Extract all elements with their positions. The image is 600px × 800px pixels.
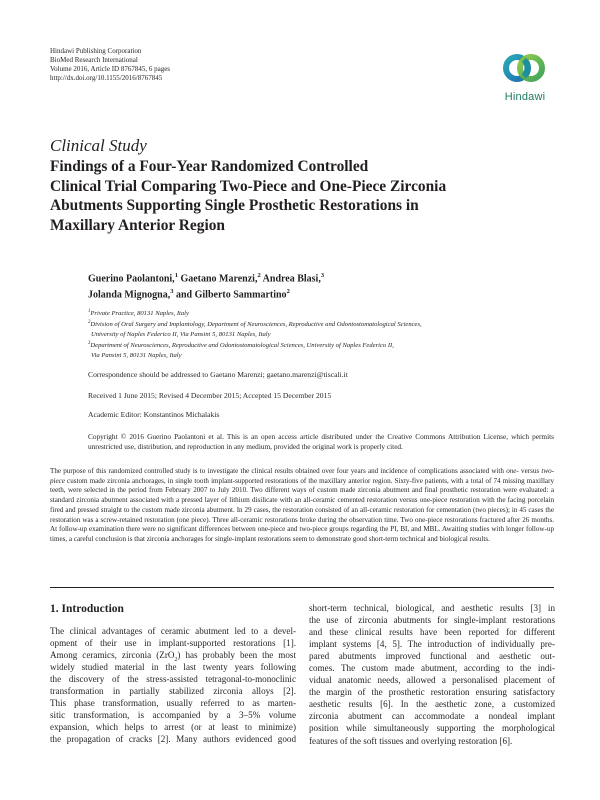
affiliation-3-cont: Via Pansini 5, 80131 Naples, Italy: [91, 351, 182, 359]
text-line: the use of zirconia abutments for single-implant restorations: [309, 615, 555, 626]
author-list: [88, 269, 528, 302]
text-line: implant systems [4, 5]. The introduction of individually pre-: [309, 639, 555, 650]
text-line: and these clinical results have been reported for different: [309, 627, 555, 638]
doi-link[interactable]: http://dx.doi.org/10.1155/2016/8767845: [50, 74, 163, 82]
title-line: Findings of a Four-Year Randomized Controlled: [50, 158, 369, 175]
affiliation-mark: 3: [320, 272, 325, 279]
article-dates: Received 1 June 2015; Revised 4 December 2015; Accepted 15 December 2015: [88, 391, 332, 400]
title-line: Maxillary Anterior Region: [50, 216, 225, 234]
text-line: This phase transformation, usually referred to as marten-: [50, 698, 296, 709]
text-line: aesthetic results [6]. In the aesthetic zone, a customized: [309, 699, 555, 710]
article-title: [50, 157, 560, 235]
text-line: widely studied material in the last twenty years following: [50, 662, 296, 673]
text-line: opment of their use in implant-supported restorations [1].: [50, 638, 296, 649]
text-line: short-term technical, biological, and aesthetic results [3] in: [309, 603, 555, 613]
text-line: sitic transformation, is accompanied by a 3–5% volume: [50, 710, 296, 721]
journal-name: BioMed Research International: [50, 56, 138, 64]
copyright-notice: Copyright © 2016 Guerino Paolantoni et al. This is an open access article distributed under the Creative Commons Attribution License, which permits unrestricted use, distribution, and reproduction in any medium, provided the original work is properly cited.: [88, 432, 554, 451]
text-line: transformation in partially stabilized zirconia alloys [2].: [50, 686, 296, 697]
text-line: vidual anatomic needs, allowed a personalised placement of: [309, 675, 555, 686]
text-line: position while simultaneously supporting the morphological: [309, 723, 555, 734]
correspondence: Correspondence should be addressed to Gaetano Marenzi; gaetano.marenzi@tiscali.it: [88, 370, 348, 379]
author-name[interactable]: Gaetano Marenzi,: [177, 273, 258, 285]
text-line: comes. The custom made abutment, according to the indi-: [309, 663, 555, 674]
text-line: the propagation of cracks [2]. Many authors evidenced good: [50, 734, 296, 745]
text-line: the discovery of the stress-assisted tetragonal-to-monoclinic: [50, 674, 296, 685]
author-name[interactable]: Andrea Blasi,: [260, 273, 321, 285]
affiliation-2: $^2$Division of Oral Surgery and Implantology, Department of Neurosciences, Reproductive and Odontostomatological Sciences,: [88, 320, 422, 329]
article-type: Clinical Study: [50, 136, 147, 155]
affiliation-mark: 3: [170, 288, 174, 296]
author-name[interactable]: Guerino Paolantoni,: [88, 273, 175, 285]
publisher-name: Hindawi Publishing Corporation: [50, 47, 142, 55]
section-heading-introduction: 1. Introduction: [50, 603, 124, 615]
body-column-right: [309, 602, 555, 747]
affiliation-mark: 1: [174, 272, 178, 279]
affiliation-1: $^1$Private Practice, 80131 Naples, Italy: [88, 309, 189, 318]
affiliation-2-cont: University of Naples Federico II, Via Pansini 5, 80131 Naples, Italy: [91, 330, 271, 338]
author-name[interactable]: and Gilberto Sammartino: [173, 289, 287, 301]
academic-editor: Academic Editor: Konstantinos Michalakis: [88, 410, 220, 419]
text-line: Among ceramics, zirconia (ZrO$_2$) has probably been the most: [50, 650, 296, 663]
affiliation-mark: 2: [257, 272, 261, 279]
title-line: Abutments Supporting Single Prosthetic Restorations in: [50, 197, 419, 214]
affiliation-3: $^3$Department of Neurosciences, Reproductive and Odontostomatological Sciences, University of Naples Federico II,: [88, 341, 394, 350]
affiliations: [88, 307, 558, 360]
publication-info: [50, 47, 410, 83]
text-line: expansion, which helps to arrest (or at least to minimize): [50, 722, 296, 733]
text-line: The clinical advantages of ceramic abutment led to a devel-: [50, 626, 296, 636]
title-line: Clinical Trial Comparing Two-Piece and One-Piece Zirconia: [50, 177, 447, 195]
text-line: features of the soft tissues and overlying restoration [6].: [309, 735, 513, 746]
affiliation-mark: 2: [286, 288, 290, 296]
section-divider: [50, 587, 554, 588]
abstract: The purpose of this randomized controlled study is to investigate the clinical results obtained over four years and incidence of complications associated with one- versus two-piece custom made zirconia anchorages, in single tooth implant-supported restorations of the maxillary anterior region. Sixty-five patients, with a total of 74 missing maxillary teeth, were selected in the period from February 2007 to July 2010. Two different ways of custom made zirconia abutment and final prosthetic restoration were evaluated: a standard zirconia abutment associated with a pressed layer of lithium disilicate with an all-ceramic cemented restoration versus one-piece restoration with the facing porcelain fired and pressed straight to the custom made zirconia abutment. In 29 cases, the restoration consisted of an all-ceramic restoration for cementation (two pieces); in 45 cases the restoration was a screw-retained restoration (one piece). Three all-ceramic restorations broke during the observation time. Two one-piece restorations fractured after 26 months. At follow-up examination there were no significant differences between one-piece and two-piece groups regarding the PI, BI, and MBL. Awaiting studies with longer follow-up times, a careful conclusion is that zirconia anchorages for single-implant restorations seem to demonstrate good short-term technical and biological results.: [50, 467, 554, 543]
body-column-left: [50, 625, 296, 745]
text-line: zirconia abutment can accommodate a nondeal implant: [309, 711, 555, 722]
text-line: pared abutments improved functional and aesthetic out-: [309, 651, 555, 662]
volume-line: Volume 2016, Article ID 8767845, 6 pages: [50, 65, 171, 73]
hindawi-logo-text: Hindawi: [504, 91, 546, 103]
text-line: the margin of the prosthetic restoration ensuring satisfactory: [309, 687, 555, 698]
author-name[interactable]: Jolanda Mignogna,: [88, 289, 171, 301]
